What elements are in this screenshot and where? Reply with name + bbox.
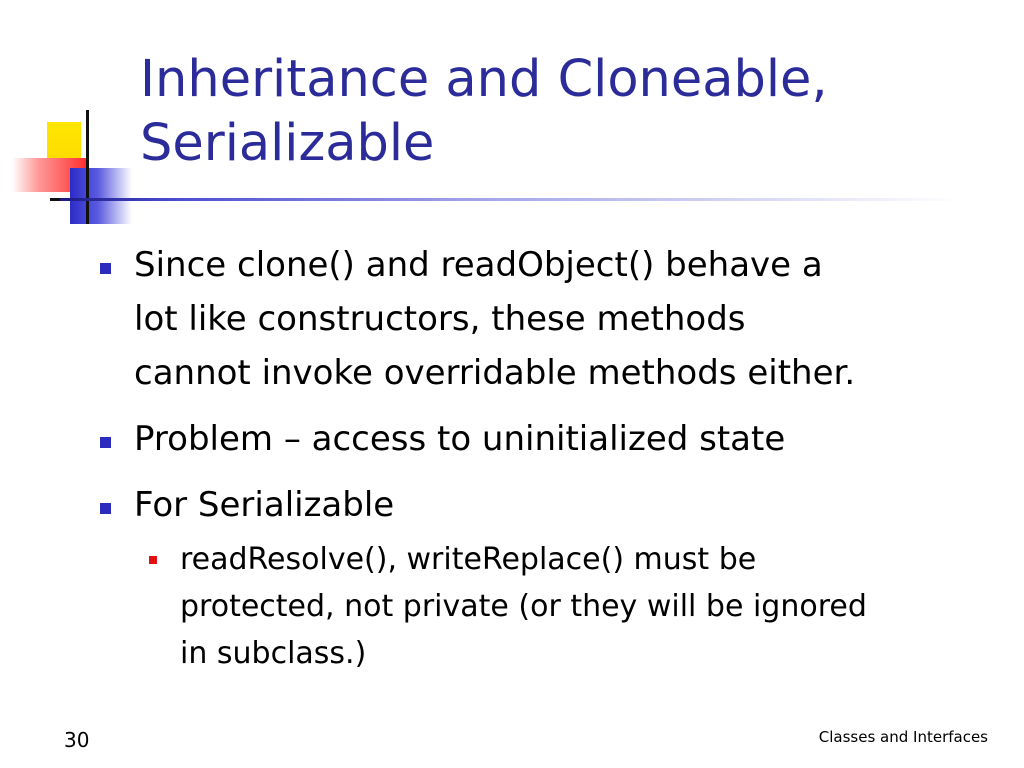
bullet-marker [100,263,111,274]
sub-bullet-marker [149,556,157,564]
slide-number: 30 [64,728,90,752]
sub-bullet-line: in subclass.) [180,636,367,671]
sub-bullet-line: protected, not private (or they will be ignored [180,589,867,624]
sub-bullet-list [134,536,1006,677]
bullet-line: lot like constructors, these methods [134,299,746,339]
sub-bullet-line: readResolve(), writeReplace() must be [180,542,757,577]
bullet-line: Since clone() and readObject() behave a [134,245,823,285]
footer-text: Classes and Interfaces [818,728,988,746]
bullet-marker [100,437,111,448]
sub-bullet-text [180,536,1006,677]
bullet-line: cannot invoke overridable methods either. [134,353,856,393]
logo-blue-square [70,168,132,224]
bullet-text [134,238,1006,400]
bullet-line: Problem – access to uninitialized state [134,419,786,459]
title-line: Inheritance and Cloneable, [140,50,828,109]
bullet-item [96,478,1006,677]
logo-vertical-line [86,110,89,224]
bullet-marker [100,503,111,514]
title-line: Serializable [140,114,435,173]
sub-bullet-item [134,536,1006,677]
slide-title [140,48,1000,176]
decorative-logo [0,0,150,240]
bullet-line: For Serializable [134,485,395,525]
bullet-text [134,478,1006,532]
bullet-list [96,238,1006,689]
bullet-item [96,412,1006,466]
bullet-text [134,412,1006,466]
title-underline [60,198,960,201]
bullet-item [96,238,1006,400]
